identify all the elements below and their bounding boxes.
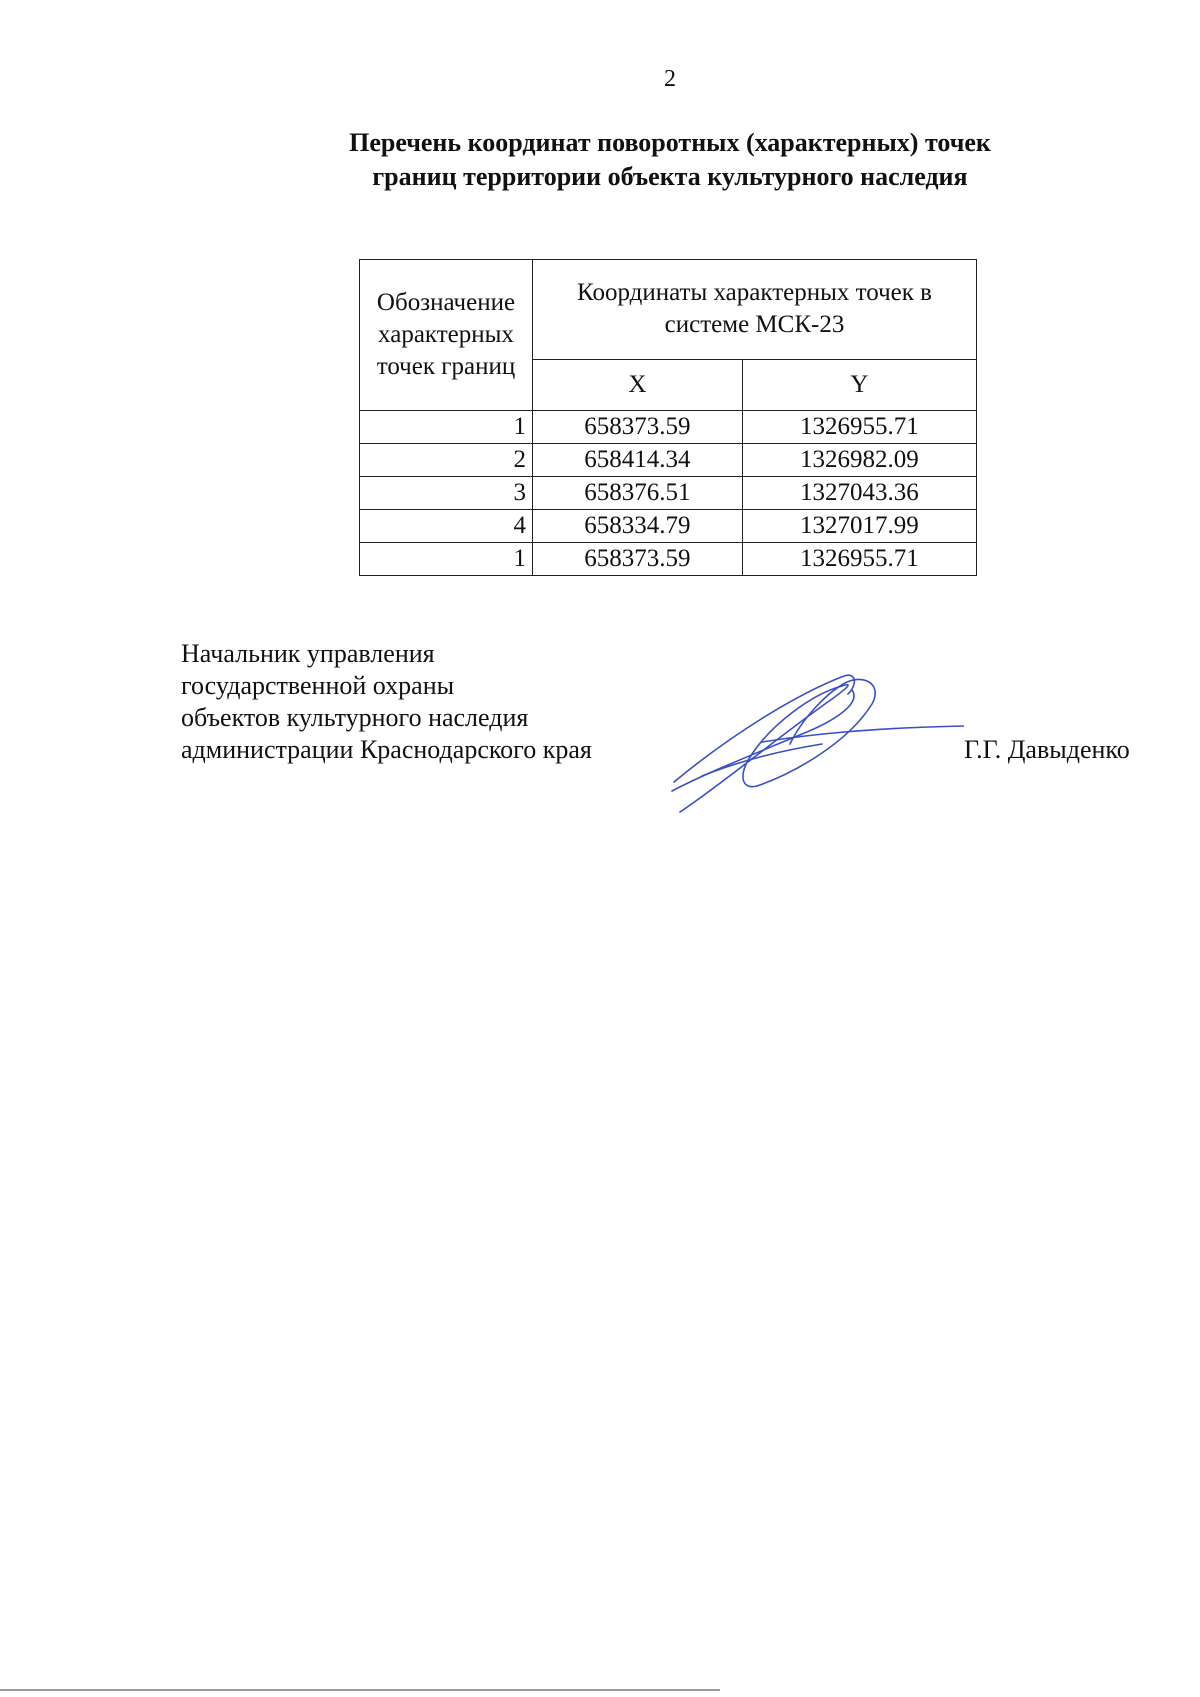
point-number: 4: [360, 510, 533, 543]
x-value: 658376.51: [533, 477, 743, 510]
page-number: 2: [664, 66, 676, 92]
coordinates-group-header-line-2: системе МСК-23: [664, 311, 845, 339]
point-number: 1: [360, 411, 533, 444]
table-row: [360, 510, 977, 543]
table-row: [360, 411, 977, 444]
x-value: 658334.79: [533, 510, 743, 543]
table-row: [360, 444, 977, 477]
coordinates-group-header-line-1: Координаты характерных точек в: [577, 279, 932, 307]
point-designation-header-line-1: Обозначение: [376, 289, 516, 316]
y-value: 1326982.09: [742, 444, 976, 477]
x-value: 658373.59: [533, 543, 743, 576]
coordinates-group-header: [533, 260, 977, 360]
title-line-2: границ территории объекта культурного наследия: [372, 162, 968, 191]
signer-position-line-3: объектов культурного наследия: [181, 703, 529, 732]
signer-position-line-4: администрации Краснодарского края: [181, 735, 592, 764]
signature-stroke: [680, 685, 848, 812]
axis-y-header: Y: [742, 359, 976, 410]
x-value: 658373.59: [533, 411, 743, 444]
title-line-1: Перечень координат поворотных (характерных) точек: [349, 128, 991, 157]
table-row: [360, 477, 977, 510]
signature-stroke: [702, 744, 822, 776]
point-number: 2: [360, 444, 533, 477]
signer-position-line-2: государственной охраны: [181, 671, 455, 700]
table-row: [360, 543, 977, 576]
x-value: 658414.34: [533, 444, 743, 477]
signer-position-line-1: Начальник управления: [181, 639, 435, 668]
point-designation-header: [360, 260, 533, 411]
signer-name: Г.Г. Давыденко: [964, 735, 1130, 764]
document-title: [250, 126, 1090, 194]
point-number: 3: [360, 477, 533, 510]
y-value: 1326955.71: [742, 543, 976, 576]
y-value: 1326955.71: [742, 411, 976, 444]
footer-rule: [0, 1689, 720, 1691]
signer-position: [181, 638, 592, 766]
point-designation-header-line-3: точек границ: [376, 353, 516, 380]
signature-stroke: [757, 679, 875, 786]
axis-x-header: X: [533, 359, 743, 410]
coordinates-table: [359, 259, 977, 576]
y-value: 1327017.99: [742, 510, 976, 543]
y-value: 1327043.36: [742, 477, 976, 510]
handwritten-signature: [662, 664, 964, 824]
point-designation-header-line-2: характерных: [378, 321, 514, 348]
point-number: 1: [360, 543, 533, 576]
